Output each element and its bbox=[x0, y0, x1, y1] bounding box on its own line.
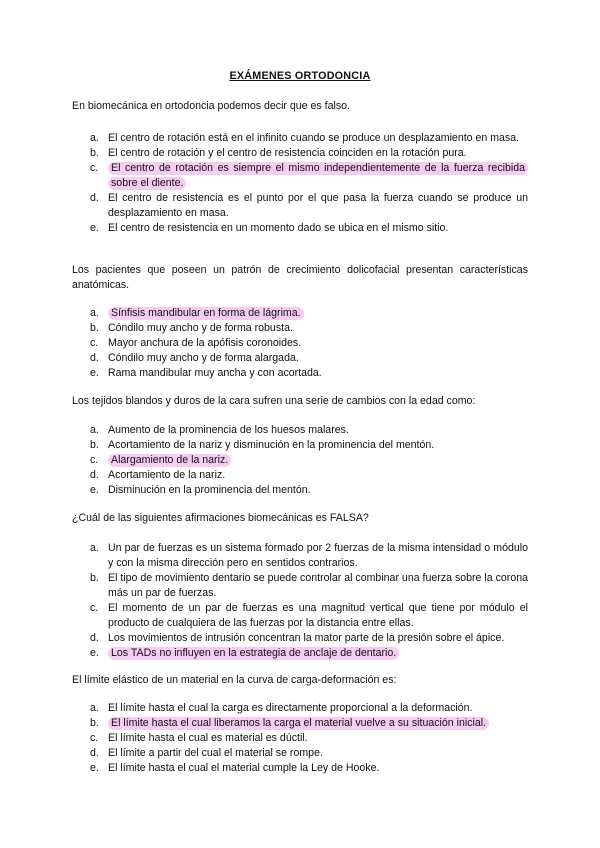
option-text: El centro de rotación y el centro de resistencia coinciden en la rotación pura. bbox=[108, 147, 467, 159]
option-text: El momento de un par de fuerzas es una magnitud vertical que tiene por módulo el producto de cualquiera de las fuerzas por la distancia entre ellas. bbox=[108, 602, 528, 629]
option-text: Aumento de la prominencia de los huesos malares. bbox=[108, 424, 349, 436]
option-text: El tipo de movimiento dentario se puede controlar al combinar una fuerza sobre la corona más un par de fuerzas. bbox=[108, 572, 528, 599]
question-1-options bbox=[72, 131, 528, 236]
option-e bbox=[72, 366, 528, 381]
highlighted-answer: Los TADs no influyen en la estrategia de anclaje de dentario. bbox=[108, 647, 399, 660]
option-letter: b. bbox=[90, 717, 99, 729]
option-letter: e. bbox=[90, 762, 99, 774]
highlighted-answer: El límite hasta el cual liberamos la carga el material vuelve a su situación inicial. bbox=[108, 717, 489, 730]
option-letter: c. bbox=[90, 732, 99, 744]
page-title: EXÁMENES ORTODONCIA bbox=[229, 70, 371, 82]
option-letter: a. bbox=[90, 307, 99, 319]
option-text: Acortamiento de la nariz. bbox=[108, 469, 226, 481]
option-text: Los movimientos de intrusión concentran la mator parte de la presión sobre el ápice. bbox=[108, 632, 505, 644]
question-4-options bbox=[72, 541, 528, 661]
option-e bbox=[72, 221, 528, 236]
option-letter: d. bbox=[90, 352, 99, 364]
option-text: El límite hasta el cual el material cumple la Ley de Hooke. bbox=[108, 762, 380, 774]
option-text: Un par de fuerzas es un sistema formado por 2 fuerzas de la misma intensidad o módulo y con la misma dirección pero en sentidos contrarios. bbox=[108, 542, 528, 569]
option-letter: e. bbox=[90, 222, 99, 234]
option-b bbox=[72, 438, 528, 453]
question-4-text: ¿Cuál de las siguientes afirmaciones biomecánicas es FALSA? bbox=[72, 512, 369, 524]
option-text: El límite a partir del cual el material se rompe. bbox=[108, 747, 323, 759]
option-c bbox=[72, 601, 528, 631]
question-5-text: El límite elástico de un material en la curva de carga-deformación es: bbox=[72, 674, 397, 686]
option-letter: c. bbox=[90, 454, 99, 466]
option-letter: b. bbox=[90, 572, 99, 584]
option-d bbox=[72, 631, 528, 646]
option-b bbox=[72, 716, 528, 731]
option-a bbox=[72, 701, 528, 716]
option-letter: c. bbox=[90, 337, 99, 349]
option-d bbox=[72, 191, 528, 221]
option-text: Acortamiento de la nariz y disminución en la prominencia del mentón. bbox=[108, 439, 435, 451]
option-letter: a. bbox=[90, 702, 99, 714]
option-text: Cóndilo muy ancho y de forma alargada. bbox=[108, 352, 299, 364]
option-letter: d. bbox=[90, 747, 99, 759]
option-letter: c. bbox=[90, 162, 99, 174]
option-a bbox=[72, 306, 528, 321]
highlighted-answer: El centro de rotación es siempre el mismo independientemente de la fuerza recibida sobre el diente. bbox=[108, 162, 528, 190]
question-3-text: Los tejidos blandos y duros de la cara sufren una serie de cambios con la edad como: bbox=[72, 395, 476, 407]
option-text: Mayor anchura de la apófisis coronoides. bbox=[108, 337, 302, 349]
option-text: El centro de rotación está en el infinito cuando se produce un desplazamiento en masa. bbox=[108, 132, 520, 144]
option-text: El centro de resistencia es el punto por el que pasa la fuerza cuando se produce un desplazamiento en masa. bbox=[108, 192, 528, 219]
option-a bbox=[72, 423, 528, 438]
option-c bbox=[72, 453, 528, 468]
question-5-options bbox=[72, 701, 528, 776]
option-letter: d. bbox=[90, 632, 99, 644]
option-letter: e. bbox=[90, 647, 99, 659]
option-text: Rama mandibular muy ancha y con acortada. bbox=[108, 367, 322, 379]
option-letter: e. bbox=[90, 367, 99, 379]
question-3-options bbox=[72, 423, 528, 498]
question-2-text: Los pacientes que poseen un patrón de crecimiento dolicofacial presentan características anatómicas. bbox=[72, 264, 528, 291]
option-e bbox=[72, 483, 528, 498]
option-a bbox=[72, 541, 528, 571]
option-b bbox=[72, 146, 528, 161]
option-b bbox=[72, 321, 528, 336]
option-text: Cóndilo muy ancho y de forma robusta. bbox=[108, 322, 293, 334]
option-d bbox=[72, 468, 528, 483]
option-letter: b. bbox=[90, 439, 99, 451]
option-c bbox=[72, 336, 528, 351]
option-a bbox=[72, 131, 528, 146]
option-text: Disminución en la prominencia del mentón. bbox=[108, 484, 311, 496]
option-letter: d. bbox=[90, 192, 99, 204]
option-letter: e. bbox=[90, 484, 99, 496]
option-letter: a. bbox=[90, 424, 99, 436]
highlighted-answer: Alargamiento de la nariz. bbox=[108, 454, 231, 467]
option-letter: a. bbox=[90, 132, 99, 144]
option-c bbox=[72, 161, 528, 191]
option-letter: c. bbox=[90, 602, 99, 614]
question-1-text: En biomecánica en ortodoncia podemos decir que es falso. bbox=[72, 100, 350, 112]
option-c bbox=[72, 731, 528, 746]
option-e bbox=[72, 761, 528, 776]
highlighted-answer: Sínfisis mandibular en forma de lágrima. bbox=[108, 307, 304, 320]
option-text: El centro de resistencia en un momento dado se ubica en el mismo sitio. bbox=[108, 222, 449, 234]
option-letter: d. bbox=[90, 469, 99, 481]
option-d bbox=[72, 351, 528, 366]
option-letter: b. bbox=[90, 147, 99, 159]
option-letter: b. bbox=[90, 322, 99, 334]
question-2-options bbox=[72, 306, 528, 381]
option-e bbox=[72, 646, 528, 661]
option-b bbox=[72, 571, 528, 601]
option-d bbox=[72, 746, 528, 761]
option-text: El límite hasta el cual la carga es directamente proporcional a la deformación. bbox=[108, 702, 473, 714]
option-letter: a. bbox=[90, 542, 99, 554]
option-text: El límite hasta el cual es material es dúctil. bbox=[108, 732, 308, 744]
